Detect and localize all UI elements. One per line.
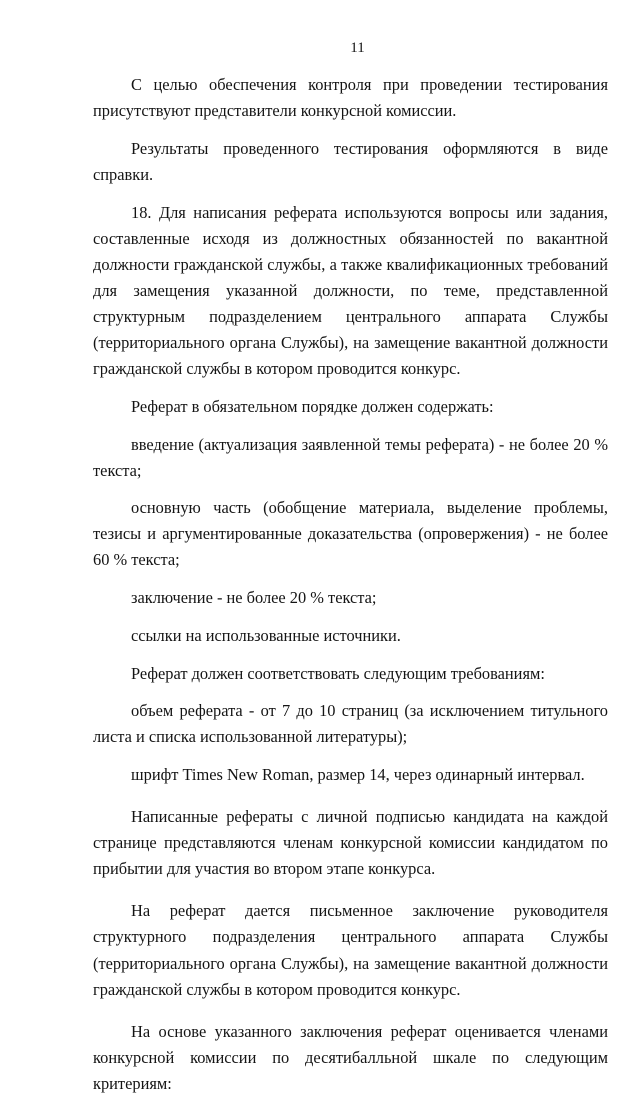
paragraph-testing-control: С целью обеспечения контроля при проведении тестирования присутствуют представители конкурсной комиссии. [93,75,608,121]
paragraph-essay-grading: На основе указанного заключения реферат оценивается членами конкурсной комиссии по десятибалльной шкале по следующим критериям: [93,1021,608,1093]
paragraph-essay-introduction: введение (актуализация заявленной темы реферата) - не более 20 % текста; [93,434,608,480]
paragraph-testing-results: Результаты проведенного тестирования оформляются в виде справки. [93,138,608,184]
paragraph-essay-main-part: основную часть (обобщение материала, выделение проблемы, тезисы и аргументированные доказательства (опровержения) - не более 60 % текста; [93,498,608,570]
paragraph-essay-review: На реферат дается письменное заключение руководителя структурного подразделения центрального аппарата Службы (территориального органа Службы), на замещение вакантной должности гражданской службы в котором проводится конкурс. [93,901,608,999]
paragraph-essay-references: ссылки на использованные источники. [131,625,401,645]
paragraph-essay-topic: 18. Для написания реферата используются вопросы или задания, составленные исходя из должностных обязанностей по вакантной должности гражданской службы, а также квалификационных требований для замещения указанной должности, по теме, представленной структурным подразделением центрального аппарата Службы (территориального органа Службы), на замещение вакантной должности гражданской службы в котором проводится конкурс. [93,202,608,379]
paragraph-essay-content-intro: Реферат в обязательном порядке должен содержать: [131,396,494,416]
paragraph-essay-conclusion: заключение - не более 20 % текста; [131,588,377,608]
paragraph-essay-volume: объем реферата - от 7 до 10 страниц (за исключением титульного листа и списка использованной литературы); [93,701,608,747]
paragraph-essay-submission: Написанные рефераты с личной подписью кандидата на каждой странице представляются членам конкурсной комиссии кандидатом по прибытии для участия во втором этапе конкурса. [93,807,608,879]
page-number: 11 [350,40,365,56]
paragraph-essay-requirements: Реферат должен соответствовать следующим требованиям: [131,663,545,683]
paragraph-essay-font: шрифт Times New Roman, размер 14, через одинарный интервал. [131,765,585,784]
